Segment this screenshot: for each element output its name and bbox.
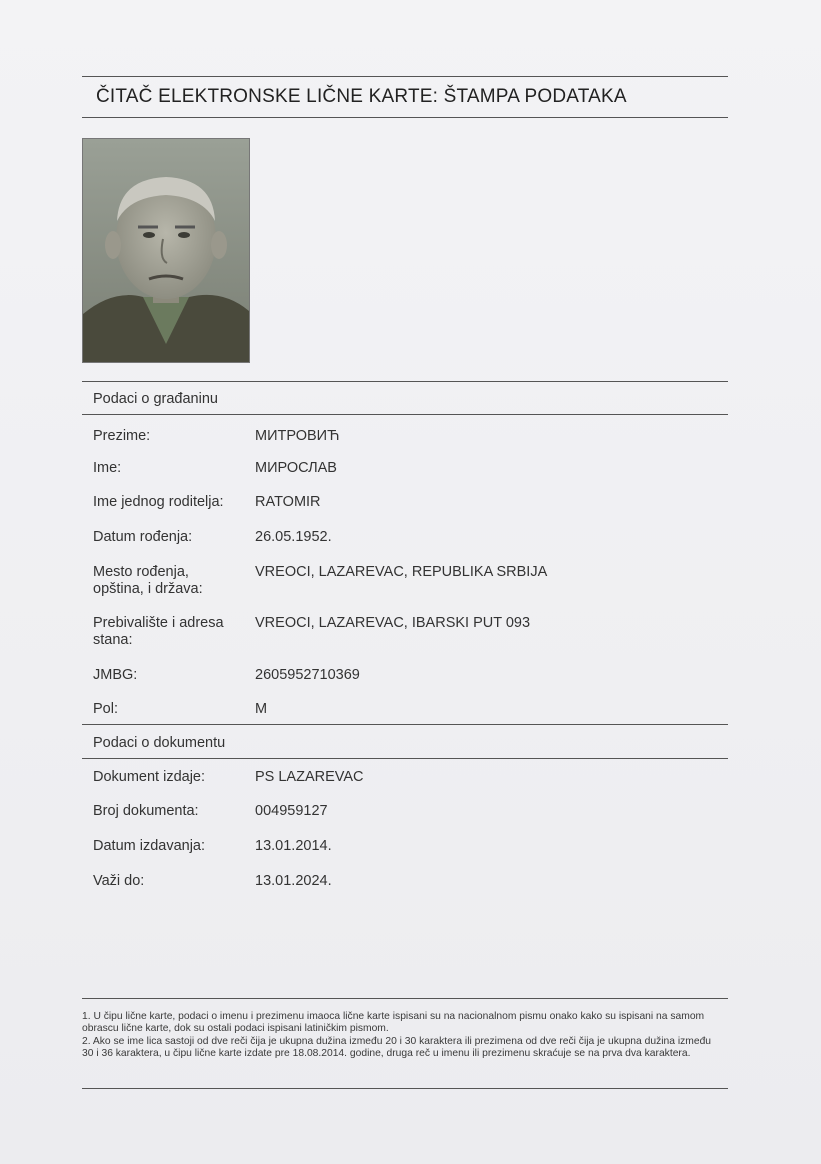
field-label: Dokument izdaje: (93, 769, 206, 785)
field-label: Prebivalište i adresa stana: (93, 615, 224, 648)
field-value: 2605952710369 (255, 667, 360, 683)
field-value: VREOCI, LAZAREVAC, REPUBLIKA SRBIJA (255, 564, 548, 580)
footnote-bottom-rule (82, 1088, 728, 1089)
footnote-1: 1. U čipu lične karte, podaci o imenu i prezimenu imaoca lične karte ispisani su na nacionalnom pismu onako kako su ispisani na samom obrascu lične karte, dok su ostali podaci ispisani latiničkim pismom. (82, 1011, 705, 1035)
field-label: Mesto rođenja, opština, i država: (93, 564, 203, 597)
header-top-rule (82, 76, 728, 77)
field-value: M (255, 701, 268, 717)
document-section-title: Podaci o dokumentu (93, 735, 226, 751)
page-title: ČITAČ ELEKTRONSKE LIČNE KARTE: ŠTAMPA PODATAKA (96, 86, 627, 107)
field-label: Važi do: (93, 873, 145, 889)
field-label: Ime jednog roditelja: (93, 494, 224, 510)
field-value: 26.05.1952. (255, 529, 332, 545)
citizen-section-title: Podaci o građaninu (93, 391, 218, 407)
field-label: Prezime: (93, 428, 151, 444)
citizen-section-bottom-rule (82, 414, 728, 415)
footnote-top-rule (82, 998, 728, 999)
field-value: VREOCI, LAZAREVAC, IBARSKI PUT 093 (255, 615, 531, 631)
field-label: Datum izdavanja: (93, 838, 206, 854)
field-value: МИРОСЛАВ (255, 460, 337, 476)
field-value: RATOMIR (255, 494, 321, 510)
field-label: Datum rođenja: (93, 529, 193, 545)
header-bottom-rule (82, 117, 728, 118)
field-value: 004959127 (255, 803, 328, 819)
document-section-bottom-rule (82, 758, 728, 759)
field-value: 13.01.2024. (255, 873, 332, 889)
citizen-section-top-rule (82, 381, 728, 382)
field-value: PS LAZAREVAC (255, 769, 364, 785)
field-value: 13.01.2014. (255, 838, 332, 854)
footnote-2: 2. Ako se ime lica sastoji od dve reči čija je ukupna dužina između 20 i 30 karaktera ili prezimena od dve reči čija je ukupna dužina između 30 i 36 karaktera, u čipu lične karte izdate pre 18.08.2014. godine, druga reč u imenu ili prezimenu skraćuje se na prva dva karaktera. (82, 1035, 712, 1060)
holder-photo (82, 138, 250, 363)
field-label: Pol: (93, 701, 118, 717)
field-label: JMBG: (93, 667, 138, 683)
field-label: Broj dokumenta: (93, 803, 199, 819)
field-value: МИТРОВИЋ (255, 428, 340, 444)
document-section-top-rule (82, 724, 728, 725)
field-label: Ime: (93, 460, 122, 476)
footnotes (82, 1011, 722, 1061)
portrait-image (83, 139, 249, 362)
